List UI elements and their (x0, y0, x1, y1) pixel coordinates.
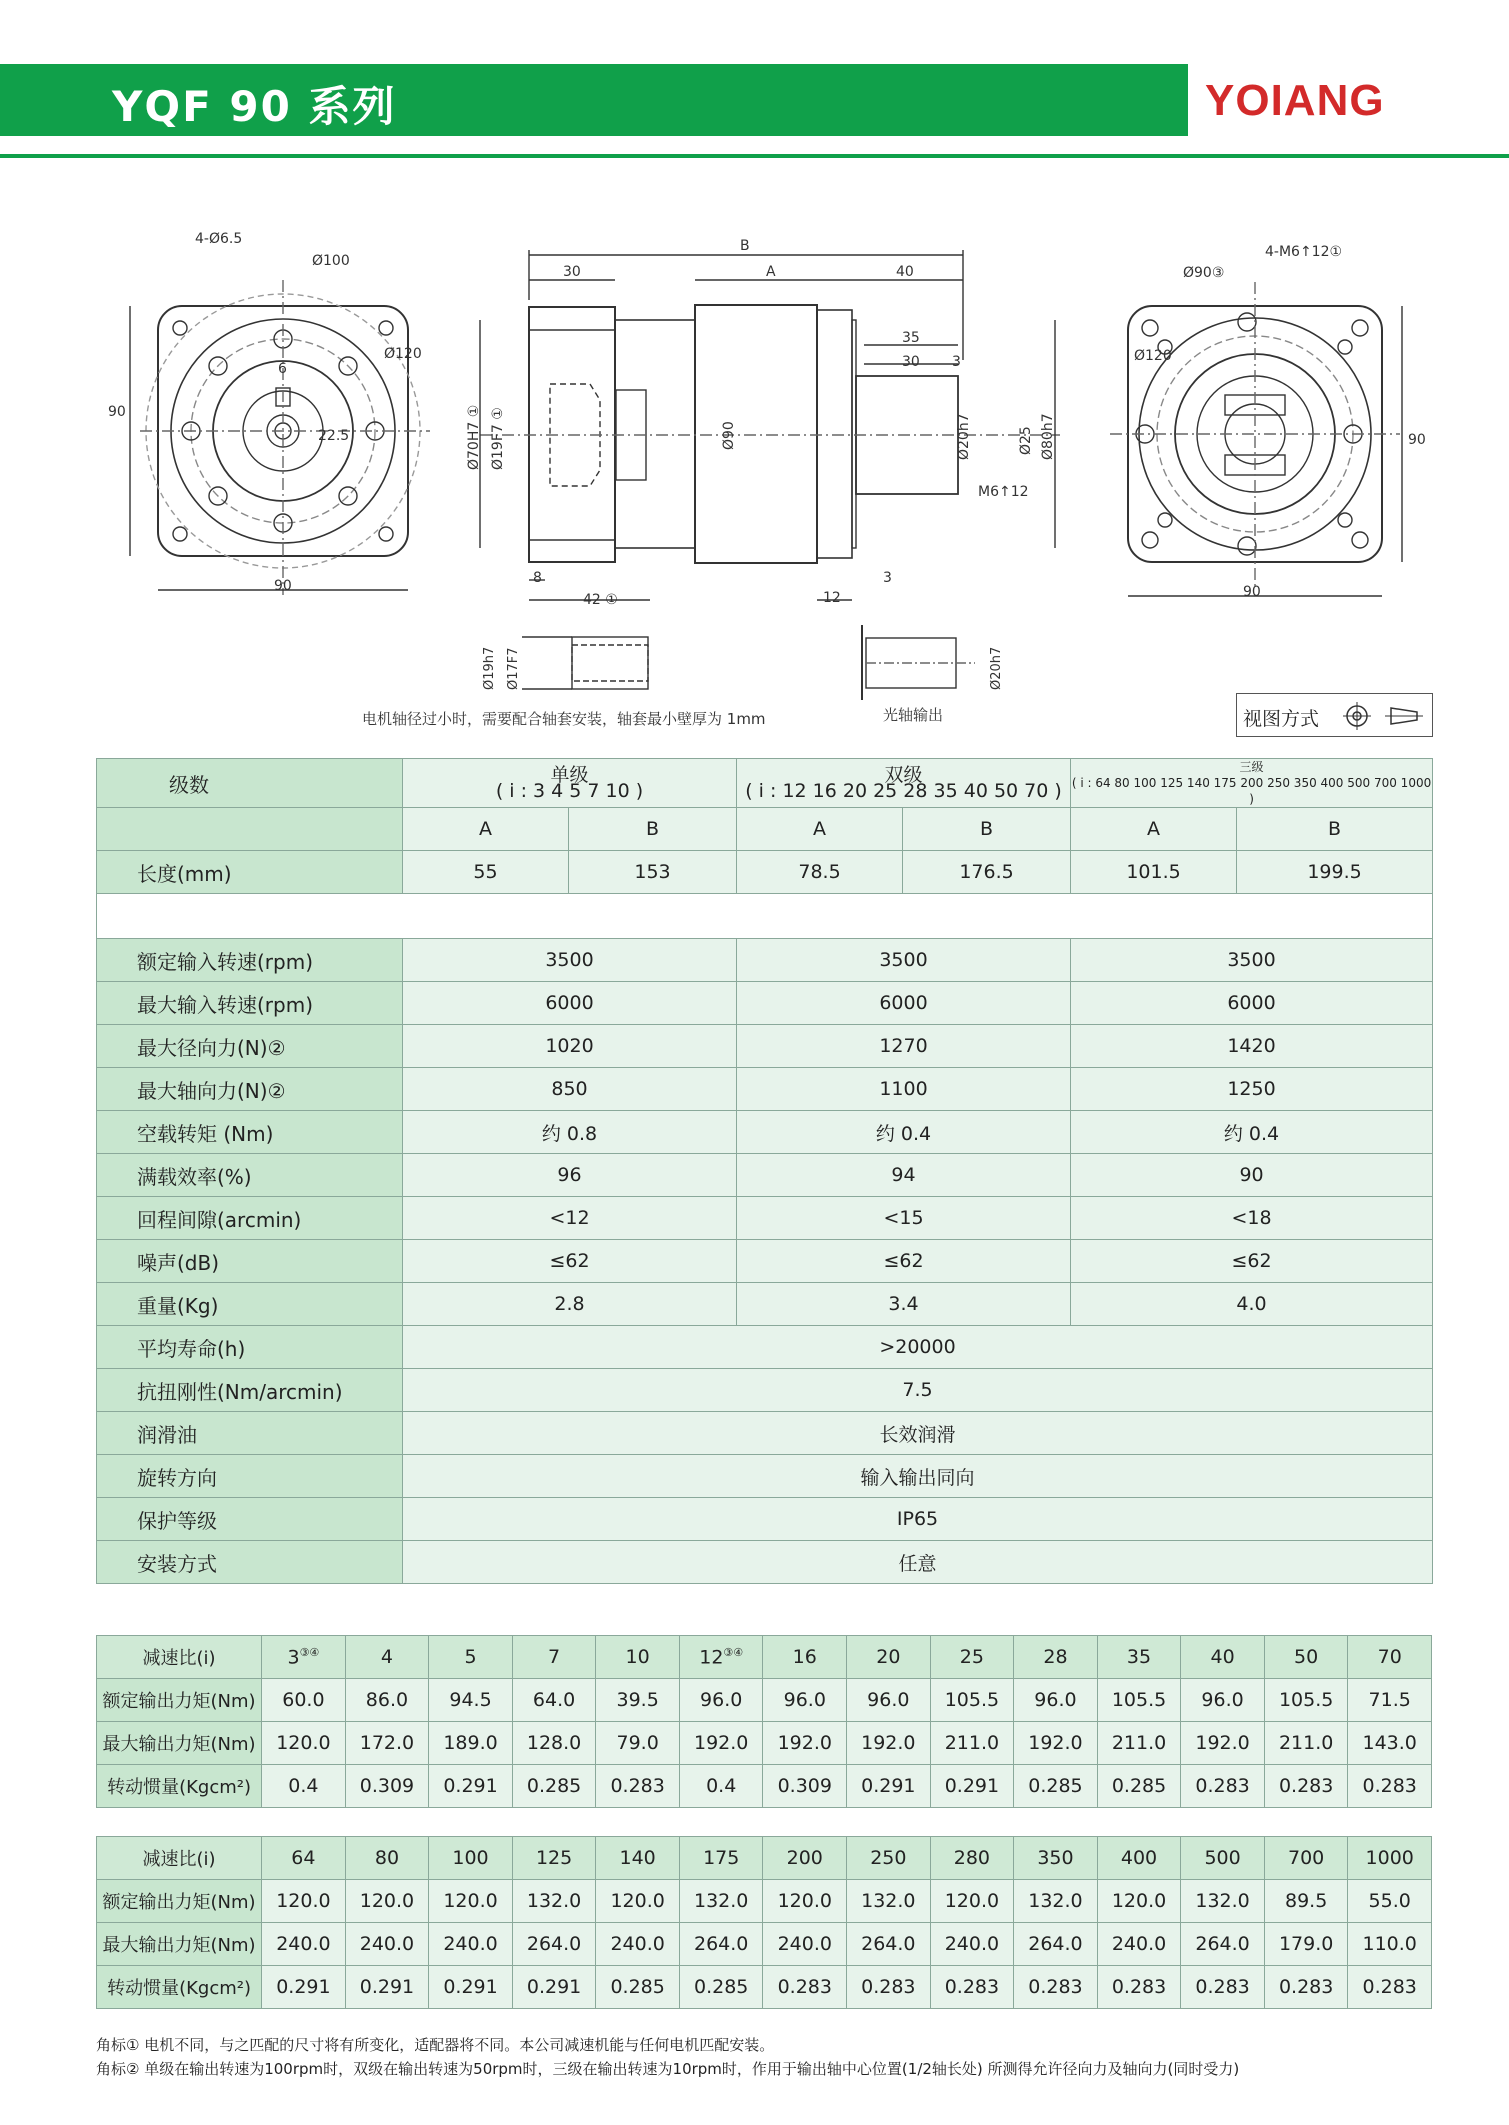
ratio-cell: 4 (345, 1636, 429, 1679)
svg-text:B: B (740, 238, 750, 254)
svg-text:M6↑12: M6↑12 (978, 484, 1029, 500)
svg-text:40: 40 (896, 264, 914, 280)
svg-text:35: 35 (902, 330, 920, 346)
ratio-cell: 25 (930, 1636, 1014, 1679)
stage-triple: 三级 ( i : 64 80 100 125 140 175 200 250 350 400 500 700 1000 ) (1071, 760, 1432, 806)
note-2: 角标② 单级在输出转速为100rpm时，双级在输出转速为50rpm时，三级在输出转速为10rpm时，作用于输出轴中心位置(1/2轴长处) 所测得允许径向力及轴向力(同时受力) (96, 2060, 1240, 2078)
ratio-cell: 94.5 (429, 1679, 513, 1722)
ratio-row-max (97, 1923, 1432, 1966)
ratio-cell: 132.0 (847, 1880, 931, 1923)
ratio-cell: 105.5 (1264, 1679, 1348, 1722)
ratio-cell: 0.285 (596, 1966, 680, 2009)
ratio-cell: 240.0 (429, 1923, 513, 1966)
shaft-drawing (862, 625, 975, 700)
spec-row: 润滑油 长效润滑 (97, 1412, 1433, 1455)
ratio-cell: 55.0 (1348, 1880, 1432, 1923)
ratio-cell: 240.0 (930, 1923, 1014, 1966)
ratio-cell: 120.0 (596, 1880, 680, 1923)
ratio-row-max (97, 1722, 1432, 1765)
ratio-cell: 125 (512, 1837, 596, 1880)
ratio-cell: 350 (1014, 1837, 1098, 1880)
spec-row: 最大输入转速(rpm) 6000 6000 6000 (97, 982, 1433, 1025)
ratio-cell: 20 (847, 1636, 931, 1679)
ratio-cell: 200 (763, 1837, 847, 1880)
ratio-cell: 105.5 (930, 1679, 1014, 1722)
ratio-cell: 0.283 (1014, 1966, 1098, 2009)
ratio-cell: 700 (1264, 1837, 1348, 1880)
ratio-cell: 0.4 (679, 1765, 763, 1808)
ratio-cell: 143.0 (1348, 1722, 1432, 1765)
ratio-cell: 70 (1348, 1636, 1432, 1679)
ratio-cell: 0.309 (345, 1765, 429, 1808)
ratio-cell: 240.0 (262, 1923, 346, 1966)
ratio-cell: 10 (596, 1636, 680, 1679)
ratio-row-label: 额定输出力矩(Nm) (97, 1880, 262, 1923)
ratio-cell: 500 (1181, 1837, 1265, 1880)
ratio-row-label: 减速比(i) (97, 1837, 262, 1880)
shaft-labels (989, 647, 1004, 690)
ratio-cell: 0.4 (262, 1765, 346, 1808)
ratio-cell: 264.0 (1014, 1923, 1098, 1966)
svg-text:12: 12 (823, 590, 841, 606)
ratio-cell: 96.0 (1014, 1679, 1098, 1722)
svg-text:Ø70H7 ①: Ø70H7 ① (466, 404, 482, 470)
ratio-cell: 0.283 (1348, 1966, 1432, 2009)
svg-text:Ø120: Ø120 (384, 346, 422, 362)
ratio-cell: 264.0 (847, 1923, 931, 1966)
ratio-cell: 189.0 (429, 1722, 513, 1765)
spec-row: 额定输入转速(rpm) 3500 3500 3500 (97, 939, 1433, 982)
ratio-cell: 35 (1097, 1636, 1181, 1679)
ratio-cell: 0.283 (763, 1966, 847, 2009)
sleeve-caption: 电机轴径过小时，需要配合轴套安装，轴套最小壁厚为 1mm (362, 710, 766, 728)
svg-text:42 ①: 42 ① (583, 592, 618, 608)
ratio-cell: 86.0 (345, 1679, 429, 1722)
svg-text:Ø20h7: Ø20h7 (956, 413, 972, 460)
ratio-cell: 280 (930, 1837, 1014, 1880)
ratio-cell: 192.0 (847, 1722, 931, 1765)
ratio-cell: 7 (512, 1636, 596, 1679)
ratio-row-inertia (97, 1765, 1432, 1808)
ratio-cell: 0.283 (1181, 1966, 1265, 2009)
ratio-cell: 5 (429, 1636, 513, 1679)
technical-drawing (0, 160, 1509, 740)
ratio-cell: 132.0 (1014, 1880, 1098, 1923)
ab-row: A B A B A B (97, 808, 1433, 851)
svg-text:3: 3 (952, 354, 961, 370)
rear-view (1110, 282, 1402, 596)
sleeve-drawing (522, 637, 648, 689)
length-label: 长度(mm) (97, 851, 403, 894)
ratio-cell: 0.283 (847, 1966, 931, 2009)
ratio-cell: 0.283 (1264, 1765, 1348, 1808)
svg-text:90: 90 (108, 404, 126, 420)
svg-text:Ø90③: Ø90③ (1183, 265, 1225, 281)
ratio-cell: 16 (763, 1636, 847, 1679)
svg-text:Ø90: Ø90 (721, 421, 737, 450)
ratio-cell: 132.0 (679, 1880, 763, 1923)
stage-label: 级数 (97, 759, 403, 808)
ratio-cell: 172.0 (345, 1722, 429, 1765)
ratio-cell: 120.0 (345, 1880, 429, 1923)
svg-text:4-Ø6.5: 4-Ø6.5 (195, 231, 243, 247)
ratio-row-label: 最大输出力矩(Nm) (97, 1923, 262, 1966)
ratio-cell: 0.291 (345, 1966, 429, 2009)
svg-text:90: 90 (1408, 432, 1426, 448)
ratio-row-ratios (97, 1636, 1432, 1679)
ratio-row-label: 转动惯量(Kgcm²) (97, 1966, 262, 2009)
ratio-row-rated (97, 1679, 1432, 1722)
svg-text:30: 30 (563, 264, 581, 280)
length-row: 长度(mm) 55 153 78.5 176.5 101.5 199.5 (97, 851, 1433, 894)
svg-text:90: 90 (274, 578, 292, 594)
spacer-row (97, 894, 1433, 939)
page-title: YQF 90 系列 (112, 82, 397, 131)
side-view-labels (466, 238, 1056, 608)
ratio-cell: 0.291 (429, 1966, 513, 2009)
ratio-cell: 1000 (1348, 1837, 1432, 1880)
svg-text:22.5: 22.5 (318, 428, 350, 444)
ratio-cell: 140 (596, 1837, 680, 1880)
svg-text:Ø80h7: Ø80h7 (1040, 413, 1056, 460)
ratio-cell: 211.0 (930, 1722, 1014, 1765)
ratio-row-ratios (97, 1837, 1432, 1880)
spec-row: 旋转方向 输入输出同向 (97, 1455, 1433, 1498)
ratio-cell: 192.0 (1014, 1722, 1098, 1765)
spec-row: 保护等级 IP65 (97, 1498, 1433, 1541)
front-view-labels (108, 231, 422, 594)
svg-text:8: 8 (533, 570, 542, 586)
ratio-cell: 71.5 (1348, 1679, 1432, 1722)
spec-row: 安装方式 任意 (97, 1541, 1433, 1584)
ratio-cell: 0.285 (512, 1765, 596, 1808)
ratio-cell: 0.283 (1181, 1765, 1265, 1808)
ratio-cell: 120.0 (1097, 1880, 1181, 1923)
ratio-cell: 175 (679, 1837, 763, 1880)
ratio-cell: 132.0 (1181, 1880, 1265, 1923)
ratio-cell: 128.0 (512, 1722, 596, 1765)
spec-row: 重量(Kg) 2.8 3.4 4.0 (97, 1283, 1433, 1326)
svg-text:Ø120: Ø120 (1134, 348, 1172, 364)
svg-text:Ø20h7: Ø20h7 (989, 646, 1004, 690)
sleeve-labels (482, 647, 521, 690)
ratio-row-label: 额定输出力矩(Nm) (97, 1679, 262, 1722)
svg-text:A: A (766, 264, 776, 280)
spec-row: 最大径向力(N)② 1020 1270 1420 (97, 1025, 1433, 1068)
ratio-cell: 264.0 (679, 1923, 763, 1966)
ratio-cell: 211.0 (1097, 1722, 1181, 1765)
spec-row: 回程间隙(arcmin) <12 <15 <18 (97, 1197, 1433, 1240)
stage-double: 双级 ( i : 12 16 20 25 28 35 40 50 70 ) (737, 759, 1071, 808)
ratio-row-label: 转动惯量(Kgcm²) (97, 1765, 262, 1808)
ratio-row-inertia (97, 1966, 1432, 2009)
front-view (130, 280, 430, 595)
svg-text:30: 30 (902, 354, 920, 370)
ratio-cell: 79.0 (596, 1722, 680, 1765)
side-view (480, 250, 1060, 600)
ratio-cell: 132.0 (512, 1880, 596, 1923)
ratio-cell: 240.0 (596, 1923, 680, 1966)
ratio-cell: 192.0 (763, 1722, 847, 1765)
spec-row: 平均寿命(h) >20000 (97, 1326, 1433, 1369)
ratio-cell: 3③④ (262, 1636, 346, 1679)
ratio-cell: 0.291 (429, 1765, 513, 1808)
ratio-cell: 80 (345, 1837, 429, 1880)
spec-row: 满载效率(%) 96 94 90 (97, 1154, 1433, 1197)
ratio-cell: 0.283 (930, 1966, 1014, 2009)
spec-row: 抗扭刚性(Nm/arcmin) 7.5 (97, 1369, 1433, 1412)
ratio-cell: 0.285 (1097, 1765, 1181, 1808)
ratio-table-2 (96, 1836, 1432, 2009)
ratio-row-label: 最大输出力矩(Nm) (97, 1722, 262, 1765)
ratio-cell: 400 (1097, 1837, 1181, 1880)
ratio-row-label: 减速比(i) (97, 1636, 262, 1679)
svg-text:3: 3 (883, 570, 892, 586)
ratio-cell: 192.0 (1181, 1722, 1265, 1765)
ratio-cell: 120.0 (262, 1880, 346, 1923)
svg-text:Ø25: Ø25 (1018, 426, 1034, 455)
ratio-cell: 100 (429, 1837, 513, 1880)
view-method-box (1236, 693, 1433, 737)
shaft-caption: 光轴输出 (883, 706, 944, 724)
ratio-cell: 0.285 (679, 1966, 763, 2009)
ratio-cell: 211.0 (1264, 1722, 1348, 1765)
svg-text:Ø19F7 ①: Ø19F7 ① (490, 407, 506, 470)
ratio-cell: 105.5 (1097, 1679, 1181, 1722)
ratio-row-rated (97, 1880, 1432, 1923)
svg-text:4-M6↑12①: 4-M6↑12① (1265, 244, 1343, 260)
ratio-cell: 0.283 (1097, 1966, 1181, 2009)
ratio-cell: 89.5 (1264, 1880, 1348, 1923)
ratio-cell: 179.0 (1264, 1923, 1348, 1966)
spec-table (96, 758, 1433, 1584)
ratio-cell: 120.0 (262, 1722, 346, 1765)
view-method-label: 视图方式 (1243, 708, 1320, 730)
spec-row: 空载转矩 (Nm) 约 0.8 约 0.4 约 0.4 (97, 1111, 1433, 1154)
ratio-cell: 240.0 (345, 1923, 429, 1966)
ratio-cell: 120.0 (930, 1880, 1014, 1923)
ratio-table-1 (96, 1635, 1432, 1808)
ratio-cell: 110.0 (1348, 1923, 1432, 1966)
svg-text:Ø100: Ø100 (312, 253, 350, 269)
ratio-cell: 96.0 (763, 1679, 847, 1722)
ratio-cell: 0.291 (847, 1765, 931, 1808)
ratio-cell: 0.291 (930, 1765, 1014, 1808)
ratio-cell: 250 (847, 1837, 931, 1880)
projection-icon (1341, 702, 1425, 730)
ratio-cell: 0.283 (1348, 1765, 1432, 1808)
note-1: 角标① 电机不同，与之匹配的尺寸将有所变化，适配器将不同。本公司减速机能与任何电机匹配安装。 (96, 2036, 775, 2054)
ratio-cell: 0.309 (763, 1765, 847, 1808)
ratio-cell: 40 (1181, 1636, 1265, 1679)
svg-text:Ø19h7: Ø19h7 (482, 646, 497, 690)
spec-row: 噪声(dB) ≤62 ≤62 ≤62 (97, 1240, 1433, 1283)
ratio-cell: 264.0 (1181, 1923, 1265, 1966)
ratio-cell: 96.0 (679, 1679, 763, 1722)
svg-text:Ø17F7: Ø17F7 (506, 647, 521, 690)
ratio-cell: 64.0 (512, 1679, 596, 1722)
ratio-cell: 240.0 (763, 1923, 847, 1966)
ratio-cell: 96.0 (1181, 1679, 1265, 1722)
ratio-cell: 64 (262, 1837, 346, 1880)
ratio-cell: 0.291 (262, 1966, 346, 2009)
ratio-cell: 192.0 (679, 1722, 763, 1765)
spec-row: 最大轴向力(N)② 850 1100 1250 (97, 1068, 1433, 1111)
ratio-cell: 39.5 (596, 1679, 680, 1722)
ratio-cell: 96.0 (847, 1679, 931, 1722)
ratio-cell: 0.283 (596, 1765, 680, 1808)
ratio-cell: 0.283 (1264, 1966, 1348, 2009)
ratio-cell: 240.0 (1097, 1923, 1181, 1966)
ratio-cell: 60.0 (262, 1679, 346, 1722)
brand-logo: YOIANG (1205, 76, 1385, 125)
stage-single: 单级 ( i : 3 4 5 7 10 ) (403, 759, 737, 808)
ratio-cell: 120.0 (429, 1880, 513, 1923)
ratio-cell: 28 (1014, 1636, 1098, 1679)
ratio-cell: 264.0 (512, 1923, 596, 1966)
stage-header-row (97, 759, 1433, 808)
ratio-cell: 50 (1264, 1636, 1348, 1679)
ratio-cell: 0.291 (512, 1966, 596, 2009)
header-divider (0, 154, 1509, 158)
ratio-cell: 0.285 (1014, 1765, 1098, 1808)
svg-text:6: 6 (278, 361, 287, 377)
ratio-cell: 12③④ (679, 1636, 763, 1679)
ratio-cell: 120.0 (763, 1880, 847, 1923)
svg-text:90: 90 (1243, 584, 1261, 600)
